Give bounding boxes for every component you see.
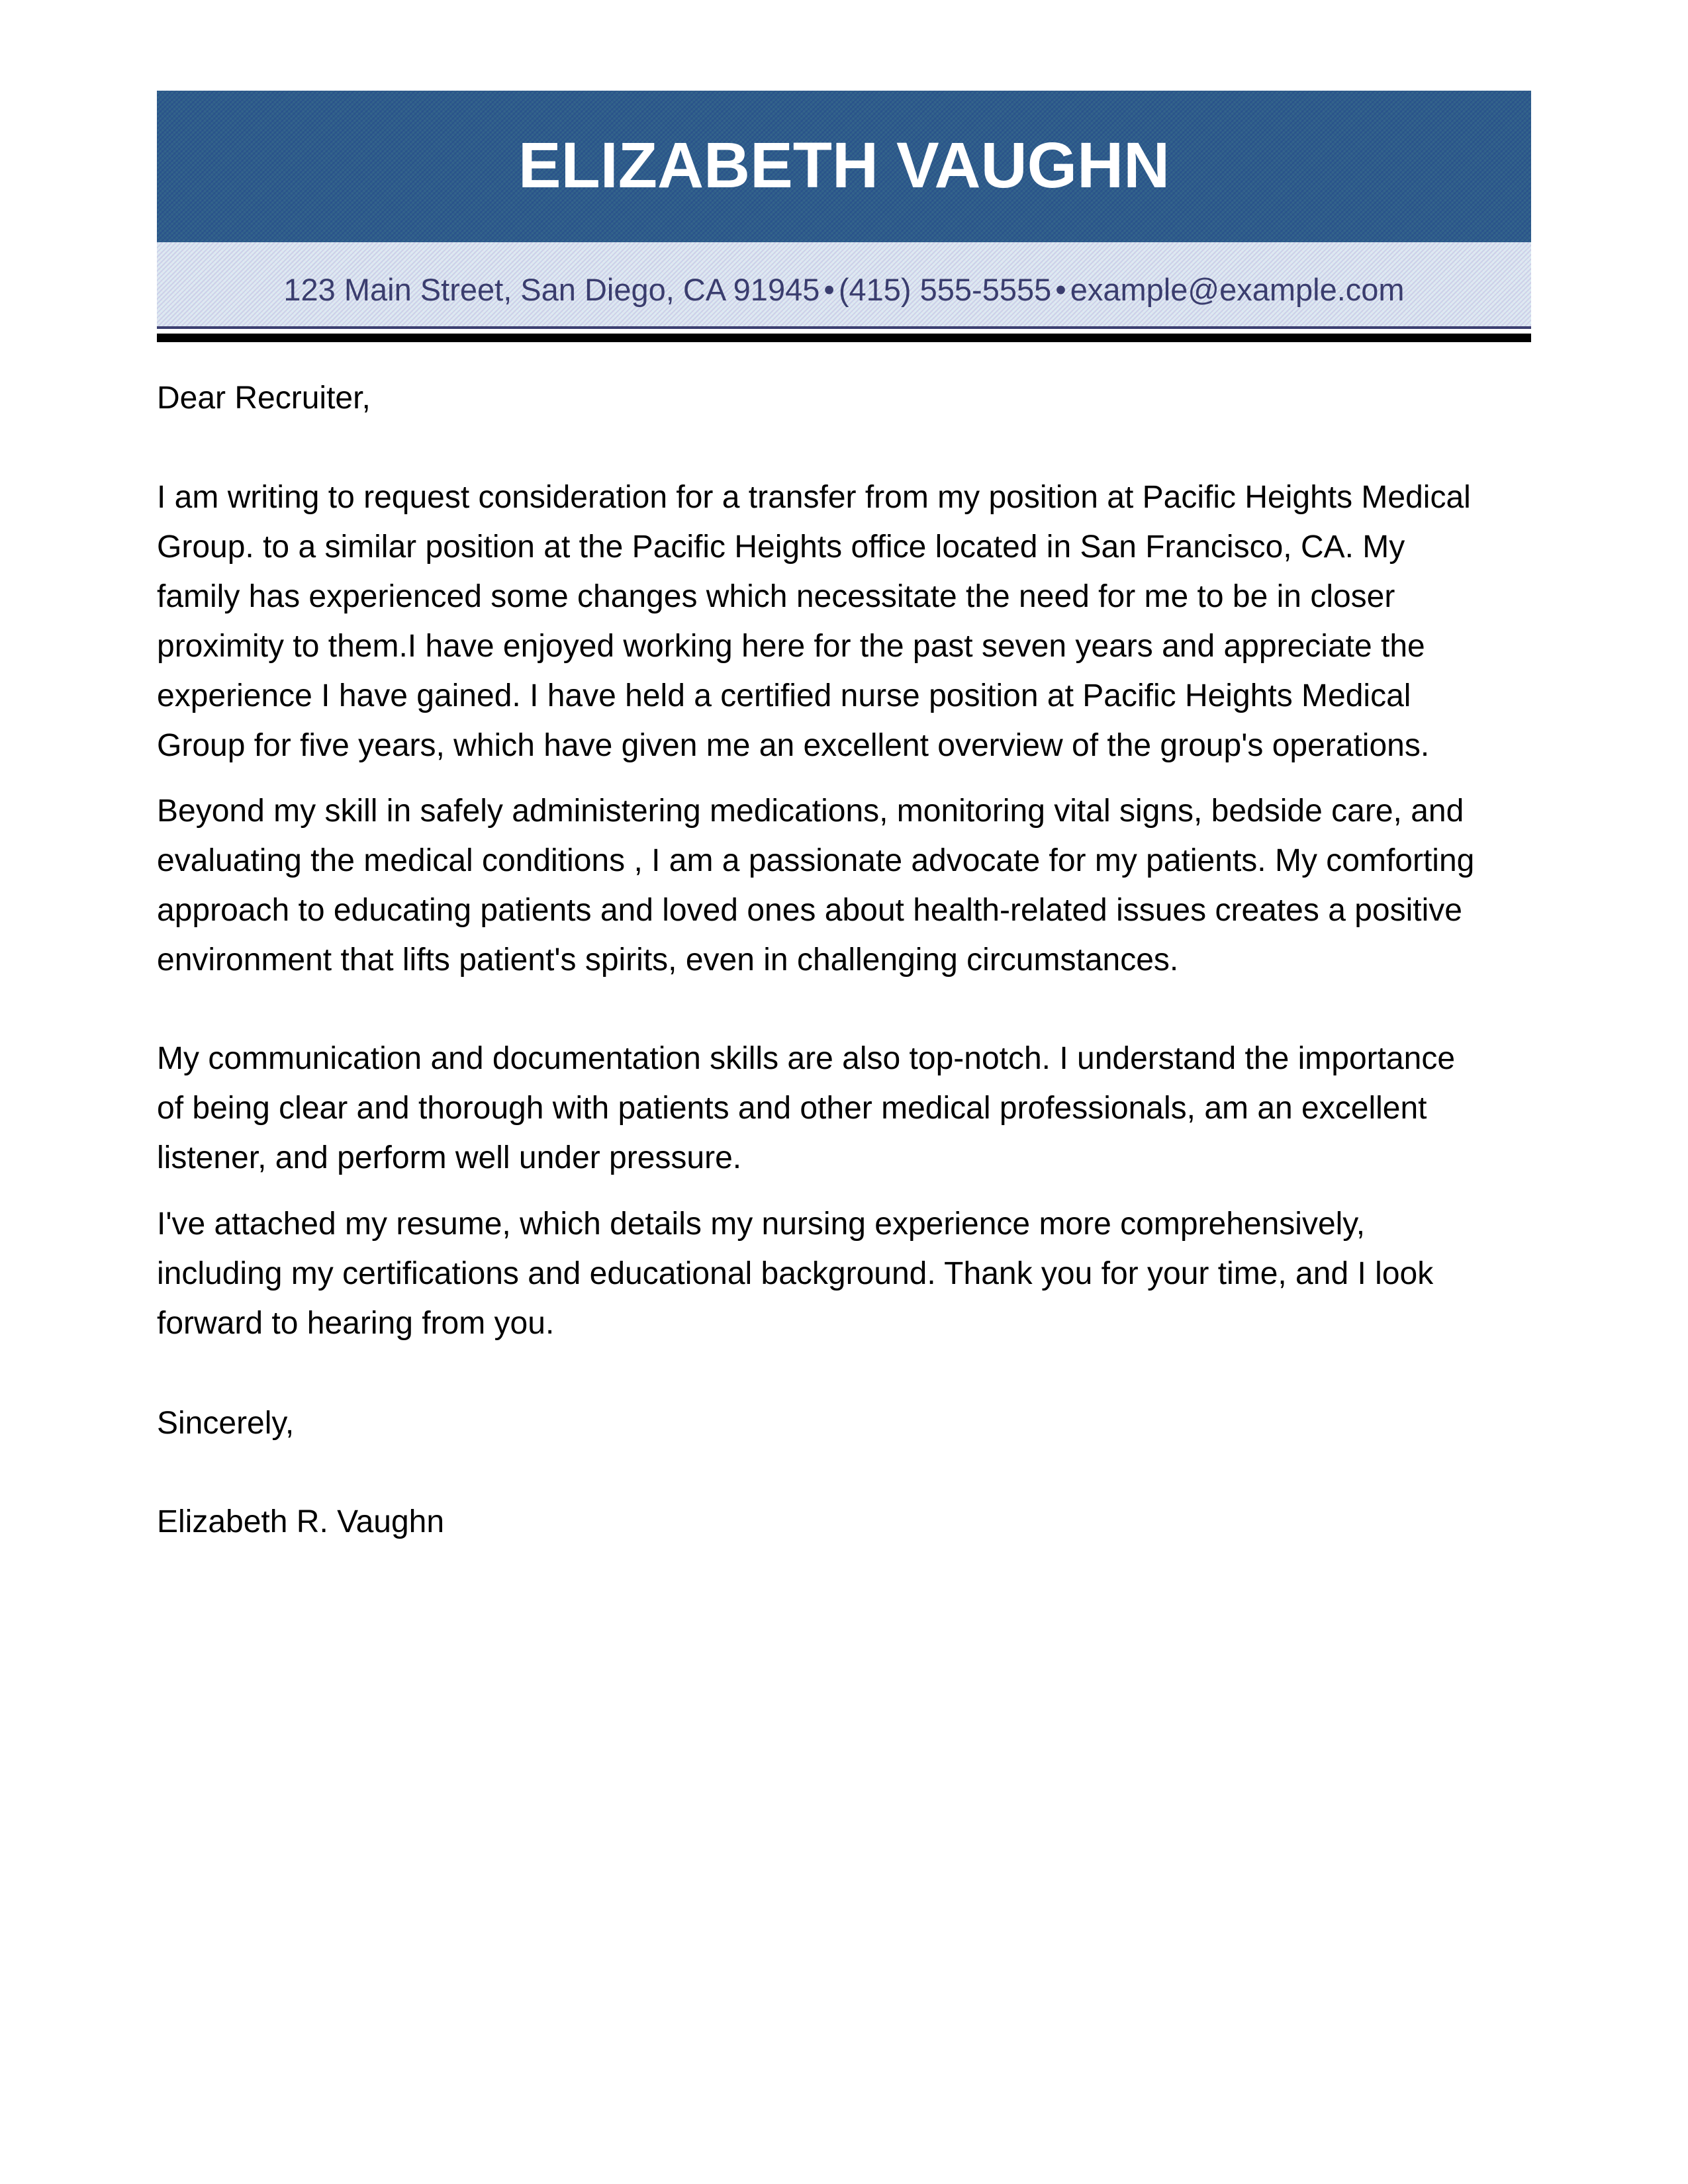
paragraph-line: of being clear and thorough with patients and other medical professionals, am an excellent — [157, 1091, 1427, 1126]
contact-line — [157, 271, 1531, 308]
closing — [157, 1398, 1540, 1448]
contact-email: example@example.com — [1070, 272, 1405, 307]
paragraph-line: including my certifications and educational background. Thank you for your time, and I look — [157, 1256, 1434, 1291]
salutation — [157, 373, 1540, 423]
header-rule-gap — [157, 329, 1531, 334]
signature-name: Elizabeth R. Vaughn — [157, 1504, 445, 1539]
bullet-separator: • — [1055, 272, 1066, 307]
paragraph-line: My communication and documentation skills are also top-notch. I understand the importance — [157, 1041, 1456, 1076]
paragraph-line: Group for five years, which have given me an excellent overview of the group's operations. — [157, 728, 1430, 763]
applicant-name: ELIZABETH VAUGHN — [518, 129, 1170, 201]
paragraph-line: Beyond my skill in safely administering medications, monitoring vital signs, bedside care, and — [157, 794, 1464, 829]
paragraph-line: Group. to a similar position at the Pacific Heights office located in San Francisco, CA. My — [157, 529, 1405, 565]
letterhead — [157, 91, 1531, 342]
name-banner — [157, 91, 1531, 242]
paragraph-4 — [157, 1199, 1540, 1348]
paragraph-line: proximity to them.I have enjoyed working here for the past seven years and appreciate the — [157, 629, 1425, 664]
paragraph-2 — [157, 786, 1540, 985]
paragraph-line: experience I have gained. I have held a certified nurse position at Pacific Heights Medical — [157, 678, 1411, 713]
header-thick-rule — [157, 334, 1531, 342]
paragraph-line: I've attached my resume, which details my nursing experience more comprehensively, — [157, 1206, 1366, 1242]
paragraph-1 — [157, 473, 1540, 770]
paragraph-line: family has experienced some changes which necessitate the need for me to be in closer — [157, 579, 1395, 614]
paragraph-line: approach to educating patients and loved ones about health-related issues creates a positive — [157, 893, 1462, 928]
paragraph-line: environment that lifts patient's spirits, even in challenging circumstances. — [157, 942, 1179, 978]
signature — [157, 1497, 1540, 1547]
paragraph-3 — [157, 1034, 1540, 1183]
closing-text: Sincerely, — [157, 1406, 295, 1441]
paragraph-line: I am writing to request consideration for a transfer from my position at Pacific Heights Medical — [157, 480, 1471, 515]
contact-banner — [157, 242, 1531, 326]
salutation-text: Dear Recruiter, — [157, 381, 371, 416]
contact-phone: (415) 555-5555 — [838, 272, 1052, 307]
paragraph-line: forward to hearing from you. — [157, 1306, 555, 1341]
bullet-separator: • — [823, 272, 835, 307]
contact-address: 123 Main Street, San Diego, CA 91945 — [283, 272, 820, 307]
paragraph-line: listener, and perform well under pressure. — [157, 1140, 742, 1175]
paragraph-line: evaluating the medical conditions , I am a passionate advocate for my patients. My comforting — [157, 843, 1475, 878]
